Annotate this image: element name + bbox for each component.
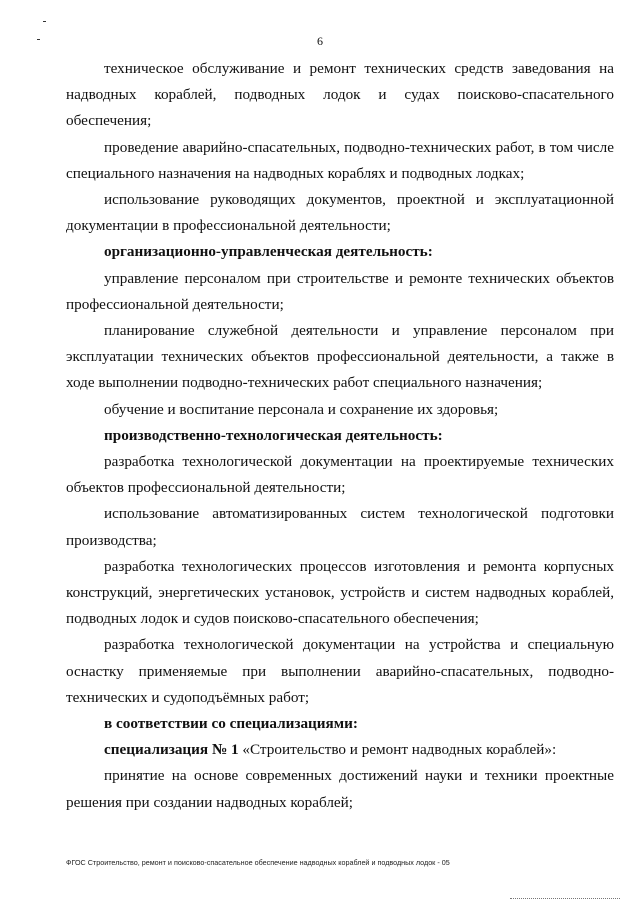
specialization-heading	[66, 737, 614, 763]
paragraph: проведение аварийно-спасательных, подводно-технических работ, в том числе специального назначения на надводных кораблях и подводных лодках;	[66, 138, 614, 182]
section-heading: в соответствии со специализациями:	[104, 715, 358, 733]
scan-artifact	[43, 21, 46, 22]
paragraph: управление персоналом при строительстве и ремонте технических объектов профессиональной деятельности;	[66, 269, 614, 313]
specialization-label: специализация № 1	[104, 741, 239, 759]
paragraph: разработка технологических процессов изготовления и ремонта корпусных конструкций, энергетических установок, устройств и систем надводных кораблей, подводных лодок и судов поисково-спасательного обеспечения;	[66, 557, 614, 628]
paragraph: разработка технологической документации на устройства и специальную оснастку применяемые при выполнении аварийно-спасательных, подводно-технических и судоподъёмных работ;	[66, 636, 614, 706]
document-body	[66, 56, 614, 816]
page-number: 6	[317, 34, 323, 48]
paragraph: использование автоматизированных систем технологической подготовки производства;	[66, 505, 614, 549]
section-heading: производственно-технологическая деятельность:	[104, 426, 443, 444]
scan-artifact	[510, 898, 620, 901]
paragraph: обучение и воспитание персонала и сохранение их здоровья;	[104, 400, 499, 418]
section-heading: организационно-управленческая деятельность:	[104, 243, 433, 261]
paragraph: разработка технологической документации на проектируемые технических объектов профессиональной деятельности;	[66, 453, 614, 497]
paragraph: использование руководящих документов, проектной и эксплуатационной документации в профессиональной деятельности;	[66, 191, 614, 235]
paragraph: техническое обслуживание и ремонт технических средств заведования на надводных кораблей, подводных лодок и судах поисково-спасательного обеспечения;	[66, 60, 614, 130]
specialization-title: «Строительство и ремонт надводных кораблей»:	[238, 741, 557, 759]
paragraph: планирование служебной деятельности и управление персоналом при эксплуатации технических объектов профессиональной деятельности, а также в ходе выполнении подводно-технических работ специального назначения;	[66, 322, 614, 392]
paragraph: принятие на основе современных достижений науки и техники проектные решения при создании надводных кораблей;	[66, 767, 614, 811]
document-footer: ФГОС Строительство, ремонт и поисково-спасательное обеспечение надводных кораблей и подводных лодок - 05	[66, 858, 450, 867]
